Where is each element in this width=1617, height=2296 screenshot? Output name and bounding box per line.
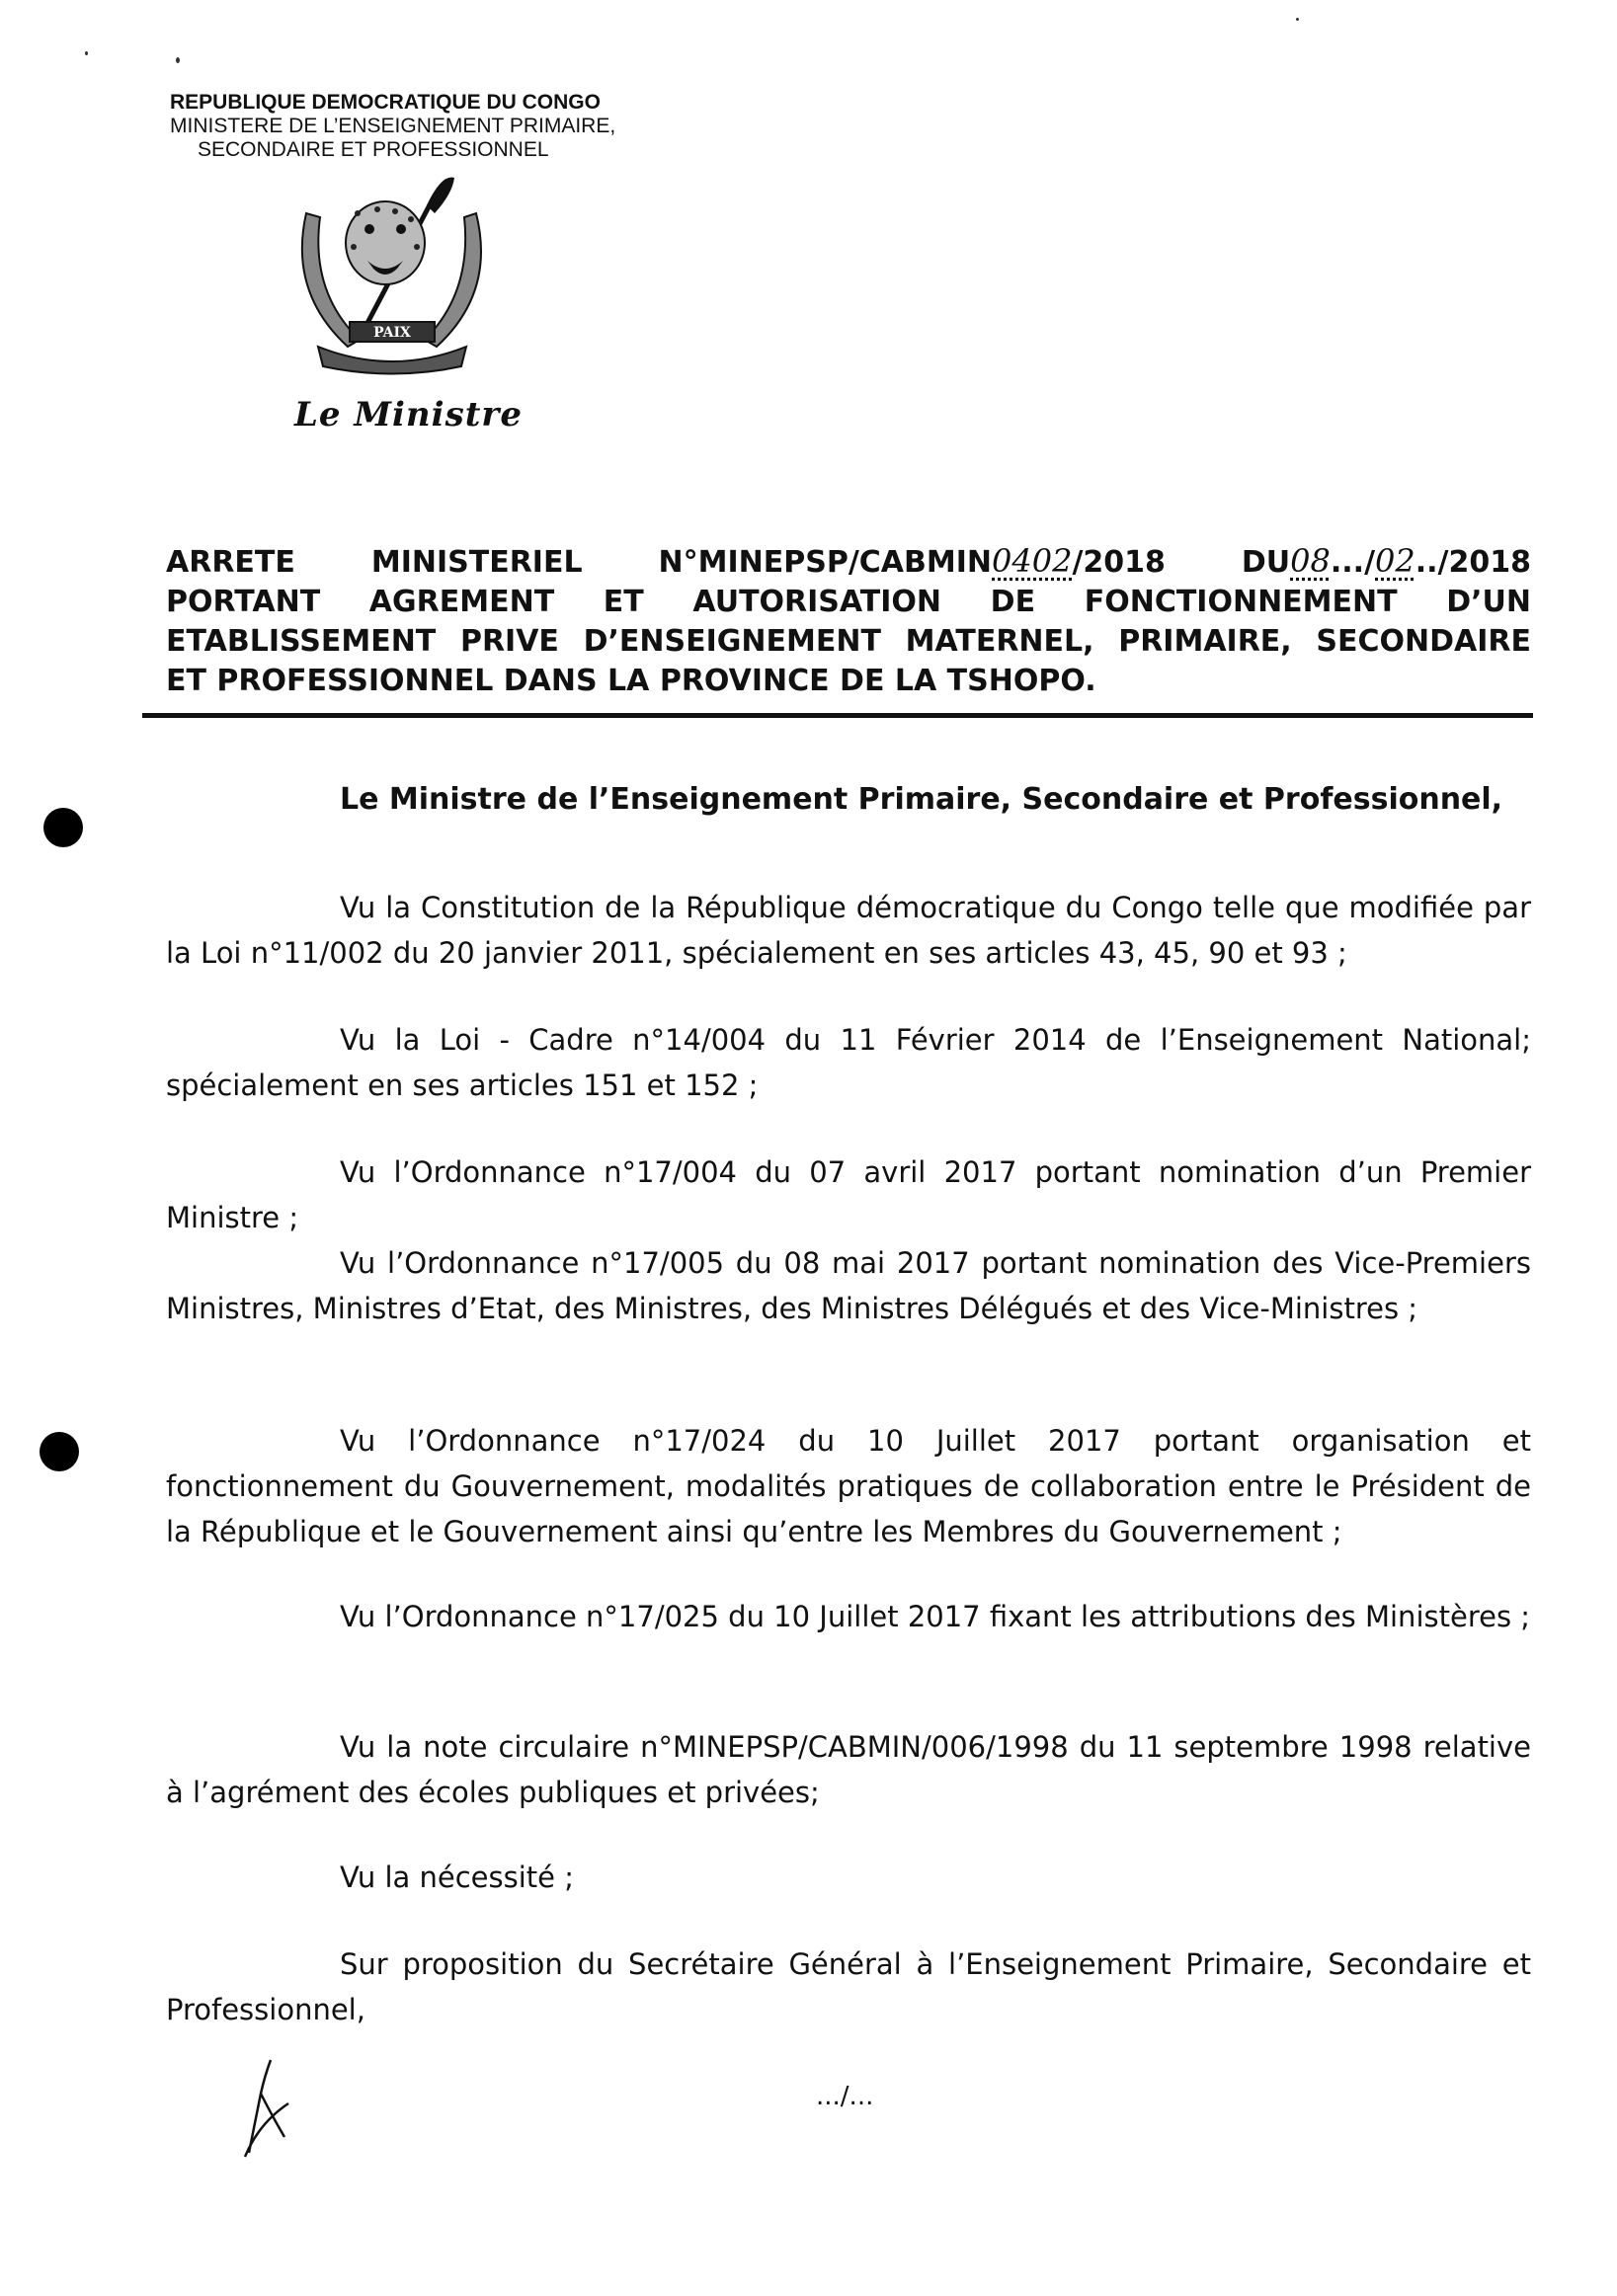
decree-month-handwritten: 02 xyxy=(1375,542,1415,580)
paragraph-ordonnance-17-005: Vu l’Ordonnance n°17/005 du 08 mai 2017 portant nomination des Vice-Premiers Ministres, Ministres d’Etat, des Ministres, des Ministres Délégués et des Vice-Ministres ; xyxy=(166,1246,1531,1325)
paragraph-ordonnance-17-004: Vu l’Ordonnance n°17/004 du 07 avril 2017 portant nomination d’un Premier Ministre ; xyxy=(166,1155,1531,1234)
decree-title xyxy=(166,541,1531,701)
decree-title-line4: ET PROFESSIONNEL DANS LA PROVINCE DE LA TSHOPO. xyxy=(166,664,1096,698)
scan-speck xyxy=(85,51,88,55)
punch-hole xyxy=(40,1432,79,1471)
paragraph-ordonnance-17-024: Vu l’Ordonnance n°17/024 du 10 Juillet 2017 portant organisation et fonctionnement du Gouvernement, modalités pratiques de collaboration entre le Président de la République et le Gouvernement ainsi qu’entre les Membres du Gouvernement ; xyxy=(166,1424,1531,1548)
paragraph-note-circulaire: Vu la note circulaire n°MINEPSP/CABMIN/006/1998 du 11 septembre 1998 relative à l’agrément des écoles publiques et privées; xyxy=(166,1730,1531,1809)
signatory-title: Le Ministre xyxy=(294,395,523,435)
decree-title-line3: ETABLISSEMENT PRIVE D’ENSEIGNEMENT MATERNEL, PRIMAIRE, SECONDAIRE xyxy=(166,624,1531,659)
letterhead-country: REPUBLIQUE DEMOCRATIQUE DU CONGO xyxy=(170,91,601,114)
scan-speck xyxy=(1296,18,1299,21)
decree-title-line2: PORTANT AGREMENT ET AUTORISATION DE FONCTIONNEMENT D’UN xyxy=(166,585,1531,619)
scan-speck xyxy=(176,57,180,63)
title-divider xyxy=(142,713,1533,718)
paragraph-ordonnance-17-025: Vu l’Ordonnance n°17/025 du 10 Juillet 2017 fixant les attributions des Ministères ; xyxy=(340,1600,1531,1633)
decree-number-handwritten: 0402 xyxy=(992,542,1073,580)
decree-title-line1: ARRETE MINISTERIEL N°MINEPSP/CABMIN0402/2018 DU08.../02../2018 xyxy=(166,542,1531,580)
paragraph-loi-cadre: Vu la Loi - Cadre n°14/004 du 11 Février 2014 de l’Enseignement National; spécialement en ses articles 151 et 152 ; xyxy=(166,1023,1531,1102)
continuation-mark: .../... xyxy=(816,2082,874,2111)
punch-hole xyxy=(43,808,83,847)
letterhead-ministry-line2: SECONDAIRE ET PROFESSIONNEL xyxy=(198,138,549,161)
emblem-motto: PAIX xyxy=(373,325,411,341)
paragraph-necessite: Vu la nécessité ; xyxy=(340,1861,574,1894)
handwritten-initials xyxy=(241,2054,300,2163)
decree-day-handwritten: 08 xyxy=(1290,542,1331,580)
letterhead-ministry-line1: MINISTERE DE L’ENSEIGNEMENT PRIMAIRE, xyxy=(170,115,616,137)
letterhead xyxy=(170,91,723,162)
paragraph-constitution: Vu la Constitution de la République démocratique du Congo telle que modifiée par la Loi n°11/002 du 20 janvier 2011, spécialement en ses articles 43, 45, 90 et 93 ; xyxy=(166,891,1531,970)
paragraph-proposition: Sur proposition du Secrétaire Général à l’Enseignement Primaire, Secondaire et Professionnel, xyxy=(166,1947,1531,2026)
coat-of-arms-emblem xyxy=(279,174,506,381)
minister-heading: Le Ministre de l’Enseignement Primaire, Secondaire et Professionnel, xyxy=(340,782,1503,817)
